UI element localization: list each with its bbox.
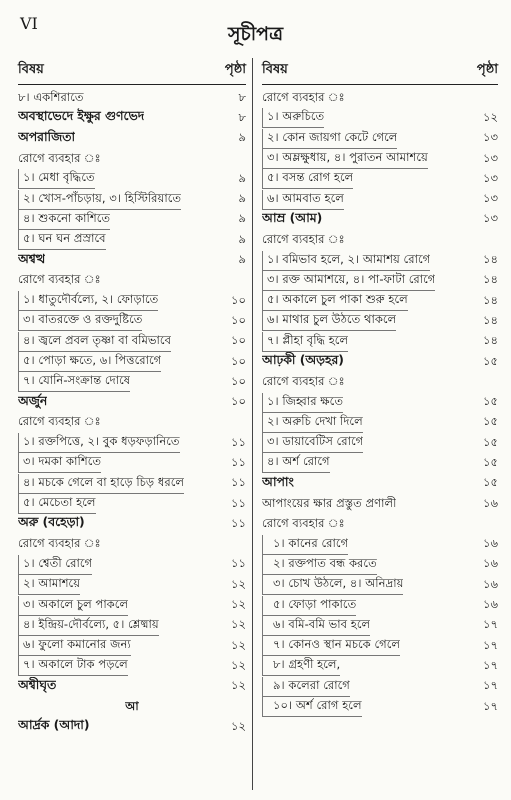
toc-entry bbox=[18, 636, 246, 656]
toc-entry bbox=[262, 311, 498, 331]
toc-entry bbox=[262, 453, 498, 473]
toc-entry-title: ৪। মচকে গেলে বা হাড়ে চিড় ধরলে bbox=[18, 474, 184, 494]
toc-entry-title: ৫। ঘন ঘন প্রস্রাবে bbox=[18, 230, 106, 250]
toc-entry-page: ১২ bbox=[230, 576, 246, 591]
toc-entry bbox=[262, 332, 498, 352]
toc-entry-title: ৭। কোনও স্থান মচকে গেলে bbox=[262, 636, 400, 656]
toc-entry-page: ১৬ bbox=[482, 536, 498, 551]
toc-entry-page: ১০ bbox=[230, 373, 246, 388]
toc-entry bbox=[18, 616, 246, 636]
toc-entry bbox=[262, 656, 498, 676]
toc-entry-title: ৩। বাতরক্তে ও রক্তদুষ্টিতে bbox=[18, 311, 142, 331]
toc-entry-page: ১৩ bbox=[482, 150, 498, 165]
toc-entry-title: ৩। অম্লক্ষুধায়, ৪। পুরাতন আমাশয়ে bbox=[262, 149, 428, 169]
left-entries bbox=[18, 88, 246, 738]
toc-entry bbox=[18, 656, 246, 676]
toc-entry bbox=[262, 677, 498, 697]
toc-entry-title: ২। খোস-পাঁচড়ায়, ৩। হিস্টিরিয়াতে bbox=[18, 190, 181, 210]
toc-entry-page: ১৬ bbox=[482, 597, 498, 612]
toc-entry bbox=[262, 494, 498, 514]
toc-entry bbox=[18, 332, 246, 352]
toc-entry-title: আ bbox=[125, 698, 139, 713]
toc-entry-page: ১২ bbox=[230, 637, 246, 652]
toc-entry bbox=[18, 149, 246, 169]
toc-entry-title: ৩। দমকা কাশিতে bbox=[18, 453, 101, 473]
toc-entry bbox=[262, 352, 498, 372]
right-header bbox=[262, 60, 498, 85]
toc-entry-title: অশ্বীঘৃত bbox=[18, 676, 57, 692]
toc-entry bbox=[18, 311, 246, 331]
toc-entry-page: ১০ bbox=[230, 353, 246, 368]
toc-entry bbox=[18, 494, 246, 514]
toc-entry bbox=[18, 169, 246, 189]
toc-entry-page: ১৫ bbox=[482, 475, 498, 490]
toc-entry-title: রোগে ব্যবহার ঃ bbox=[18, 414, 101, 429]
right-column bbox=[262, 60, 498, 717]
toc-entry-title: ২। কোন জায়গা কেটে গেলে bbox=[262, 129, 397, 149]
toc-entry-page: ১৫ bbox=[482, 394, 498, 409]
toc-entry-page: ৯ bbox=[238, 170, 246, 185]
toc-entry-page: ১৭ bbox=[482, 637, 498, 652]
page-title: সূচীপত্র bbox=[227, 23, 284, 45]
toc-entry-title: ৬। বমি-বমি ভাব হলে bbox=[262, 616, 370, 636]
toc-entry-title: ৭। প্লীহা বৃদ্ধি হলে bbox=[262, 332, 348, 352]
toc-entry-page: ৮ bbox=[238, 109, 246, 124]
column-divider bbox=[252, 58, 253, 790]
toc-entry bbox=[18, 392, 246, 412]
toc-entry bbox=[18, 575, 246, 595]
toc-entry bbox=[18, 189, 246, 209]
toc-entry-title: ৩। ডায়াবেটিস রোগে bbox=[262, 433, 363, 453]
toc-entry bbox=[18, 413, 246, 433]
toc-entry bbox=[18, 291, 246, 311]
toc-entry-page: ১০ bbox=[230, 312, 246, 327]
toc-entry bbox=[262, 514, 498, 534]
toc-entry bbox=[262, 230, 498, 250]
toc-entry bbox=[18, 230, 246, 250]
toc-entry-page: ১৫ bbox=[482, 434, 498, 449]
toc-entry-title: ২। রক্তপাত বন্ধ করতে bbox=[262, 555, 377, 575]
toc-entry bbox=[18, 250, 246, 270]
toc-entry-page: ১২ bbox=[482, 109, 498, 124]
toc-entry-title: ৫। বসন্ত রোগ হলে bbox=[262, 169, 353, 189]
toc-entry bbox=[262, 108, 498, 128]
toc-entry-page: ১৪ bbox=[482, 292, 498, 307]
left-header bbox=[18, 60, 246, 85]
toc-entry-title: রোগে ব্যবহার ঃ bbox=[18, 150, 101, 165]
toc-entry-title: রোগে ব্যবহার ঃ bbox=[262, 373, 345, 388]
toc-entry bbox=[18, 474, 246, 494]
toc-entry bbox=[262, 149, 498, 169]
toc-entry-title: ১। বমিভাব হলে, ২। আমাশয় রোগে bbox=[262, 251, 430, 271]
toc-entry bbox=[262, 250, 498, 270]
toc-entry bbox=[262, 616, 498, 636]
toc-entry-page: ১০ bbox=[230, 394, 246, 409]
toc-entry-title: অবস্থাভেদে ইক্ষুর গুণভেদ bbox=[18, 108, 145, 124]
toc-entry-page: ৯ bbox=[238, 231, 246, 246]
toc-entry bbox=[262, 433, 498, 453]
toc-entry bbox=[18, 372, 246, 392]
toc-entry-page: ১১ bbox=[230, 475, 246, 490]
toc-entry-page: ১২ bbox=[230, 678, 246, 693]
toc-entry bbox=[18, 555, 246, 575]
toc-entry bbox=[18, 108, 246, 128]
toc-entry bbox=[262, 413, 498, 433]
toc-entry-page: ১৩ bbox=[482, 130, 498, 145]
toc-entry-page: ৯ bbox=[238, 191, 246, 206]
toc-entry bbox=[262, 88, 498, 108]
toc-entry-title: ৩। রক্ত আমাশয়ে, ৪। পা-ফাটা রোগে bbox=[262, 271, 435, 291]
toc-entry-page: ১০ bbox=[230, 333, 246, 348]
toc-entry-title: ৯। কলেরা রোগে bbox=[262, 677, 350, 697]
toc-entry-title: ২। অরুচি দেখা দিলে bbox=[262, 413, 363, 433]
toc-entry-page: ১৪ bbox=[482, 272, 498, 287]
toc-entry-title: ৮। গ্রহণী হলে, bbox=[262, 656, 340, 676]
toc-entry-page: ১২ bbox=[230, 718, 246, 733]
right-entries bbox=[262, 88, 498, 717]
toc-entry-title: অশ্বত্থ bbox=[18, 250, 46, 266]
toc-entry-title: ৬। মাথার চুল উঠতে থাকলে bbox=[262, 311, 396, 331]
toc-entry-page: ৯ bbox=[238, 130, 246, 145]
page-number: VI bbox=[20, 14, 38, 33]
left-header-page: পৃষ্ঠা bbox=[224, 62, 246, 77]
toc-entry-title: ১। জিহ্বার ক্ষতে bbox=[262, 393, 343, 413]
toc-entry-title: ৩। চোখ উঠলে, ৪। অনিদ্রায় bbox=[262, 575, 403, 595]
toc-entry bbox=[262, 210, 498, 230]
toc-entry-page: ১১ bbox=[230, 515, 246, 530]
toc-entry bbox=[18, 433, 246, 453]
toc-entry-title: ৫। পোড়া ক্ষতে, ৬। পিত্তরোগে bbox=[18, 352, 161, 372]
toc-entry-page: ১৭ bbox=[482, 617, 498, 632]
toc-entry-title: রোগে ব্যবহার ঃ bbox=[18, 536, 101, 551]
toc-entry-page: ১৫ bbox=[482, 454, 498, 469]
toc-entry-page: ৯ bbox=[238, 252, 246, 267]
toc-entry-title: ১। ধাতুদৌর্বল্যে, ২। ফোড়াতে bbox=[18, 291, 158, 311]
toc-entry bbox=[18, 352, 246, 372]
toc-entry-title: ৭। অকালে টাক পড়লে bbox=[18, 656, 128, 676]
toc-entry bbox=[262, 474, 498, 494]
toc-entry bbox=[262, 575, 498, 595]
toc-entry bbox=[18, 697, 246, 717]
toc-entry bbox=[18, 210, 246, 230]
toc-entry-title: আঢ়কী (অড়হর) bbox=[262, 352, 344, 367]
toc-entry bbox=[262, 555, 498, 575]
toc-entry bbox=[262, 169, 498, 189]
toc-entry-title: ৬। আমবাত হলে bbox=[262, 190, 344, 210]
toc-entry-page: ১১ bbox=[230, 454, 246, 469]
toc-entry-title: আম্র (আম) bbox=[262, 209, 323, 225]
toc-entry-title: আপাংয়ের ক্ষার প্রস্তুত প্রণালী bbox=[262, 495, 397, 510]
toc-entry bbox=[262, 189, 498, 209]
toc-entry bbox=[18, 677, 246, 697]
toc-entry-title: রোগে ব্যবহার ঃ bbox=[262, 515, 345, 530]
toc-entry bbox=[18, 129, 246, 149]
toc-entry-page: ১২ bbox=[230, 617, 246, 632]
toc-entry-title: ৫। অকালে চুল পাকা শুরু হলে bbox=[262, 291, 408, 311]
toc-entry-title: ৮। একশিরাতে bbox=[18, 89, 84, 104]
toc-entry-page: ১৭ bbox=[482, 678, 498, 693]
toc-entry bbox=[18, 88, 246, 108]
toc-entry-page: ১৬ bbox=[482, 495, 498, 510]
toc-entry-page: ১১ bbox=[230, 434, 246, 449]
toc-entry-title: ৪। জ্বলে প্রবল তৃষ্ণা বা বমিভাবে bbox=[18, 332, 171, 352]
toc-entry-page: ১৭ bbox=[482, 657, 498, 672]
toc-entry-page: ১১ bbox=[230, 495, 246, 510]
toc-entry-title: রোগে ব্যবহার ঃ bbox=[262, 89, 345, 104]
toc-entry-page: ১১ bbox=[230, 556, 246, 571]
toc-entry-title: ৪। ইন্দ্রিয়-দৌর্বল্যে, ৫। শ্লেষ্মায় bbox=[18, 616, 159, 636]
toc-entry-page: ১৬ bbox=[482, 576, 498, 591]
toc-entry bbox=[18, 271, 246, 291]
toc-entry-title: ১। কানের রোগে bbox=[262, 535, 348, 555]
toc-entry-title: ১। শ্বেতী রোগে bbox=[18, 555, 92, 575]
toc-entry-title: আপাং bbox=[262, 473, 294, 489]
toc-entry-title: রোগে ব্যবহার ঃ bbox=[18, 272, 101, 287]
toc-entry-title: ৪। শুকনো কাশিতে bbox=[18, 210, 110, 230]
toc-entry bbox=[18, 514, 246, 534]
toc-entry bbox=[262, 291, 498, 311]
toc-entry-page: ১৩ bbox=[482, 170, 498, 185]
toc-entry-page: ১৫ bbox=[482, 414, 498, 429]
left-column bbox=[18, 60, 246, 738]
toc-entry bbox=[18, 535, 246, 555]
toc-entry bbox=[262, 372, 498, 392]
left-header-subject: বিষয় bbox=[18, 62, 44, 77]
toc-entry-page: ১০ bbox=[230, 292, 246, 307]
toc-entry-title: অপরাজিতা bbox=[18, 128, 76, 144]
toc-entry-title: অরু (বহেড়া) bbox=[18, 514, 85, 530]
toc-entry-page: ৯ bbox=[238, 211, 246, 226]
toc-entry-page: ১৪ bbox=[482, 333, 498, 348]
toc-entry-page: ১৩ bbox=[482, 191, 498, 206]
toc-entry bbox=[18, 717, 246, 737]
toc-entry-title: ৫। মেচেতা হলে bbox=[18, 494, 96, 514]
toc-entry-page: ১২ bbox=[230, 597, 246, 612]
toc-entry-title: ২। আমাশয়ে bbox=[18, 575, 80, 595]
toc-entry-title: ৪। অর্শ রোগে bbox=[262, 453, 330, 473]
right-header-subject: বিষয় bbox=[262, 62, 288, 77]
toc-entry-title: ৩। অকালে চুল পাকলে bbox=[18, 596, 128, 616]
toc-entry-title: ৬। ফুলো কমানোর জন্য bbox=[18, 636, 131, 656]
toc-entry-title: ৭। যোনি-সংক্রান্ত দোষে bbox=[18, 372, 130, 392]
toc-entry bbox=[262, 697, 498, 717]
toc-entry-title: অর্জুন bbox=[18, 392, 48, 408]
right-header-page: পৃষ্ঠা bbox=[476, 62, 498, 77]
toc-entry-page: ১২ bbox=[230, 657, 246, 672]
toc-entry-page: ৮ bbox=[238, 89, 246, 104]
toc-entry-page: ১৭ bbox=[482, 698, 498, 713]
toc-entry-page: ১৩ bbox=[482, 211, 498, 226]
toc-entry bbox=[262, 392, 498, 412]
toc-entry-title: ১। অরুচিতে bbox=[262, 108, 324, 128]
toc-entry bbox=[262, 271, 498, 291]
toc-entry bbox=[262, 129, 498, 149]
toc-entry bbox=[18, 595, 246, 615]
toc-entry-page: ১৪ bbox=[482, 312, 498, 327]
toc-entry-title: ১। মেধা বৃদ্ধিতে bbox=[18, 169, 95, 189]
toc-entry bbox=[262, 636, 498, 656]
toc-entry-title: আর্দ্রক (আদা) bbox=[18, 717, 90, 733]
toc-entry bbox=[262, 595, 498, 615]
toc-entry-page: ১৪ bbox=[482, 252, 498, 267]
toc-entry-page: ১৬ bbox=[482, 556, 498, 571]
toc-entry-title: ১। রক্তপিত্তে, ২। বুক ধড়ফড়ানিতে bbox=[18, 433, 180, 453]
toc-entry bbox=[262, 535, 498, 555]
toc-entry-title: রোগে ব্যবহার ঃ bbox=[262, 231, 345, 246]
toc-entry bbox=[18, 453, 246, 473]
toc-entry-page: ১৫ bbox=[482, 353, 498, 368]
toc-entry-title: ১০। অর্শ রোগ হলে bbox=[262, 697, 362, 717]
toc-entry-title: ৫। ফোড়া পাকাতে bbox=[262, 596, 356, 616]
